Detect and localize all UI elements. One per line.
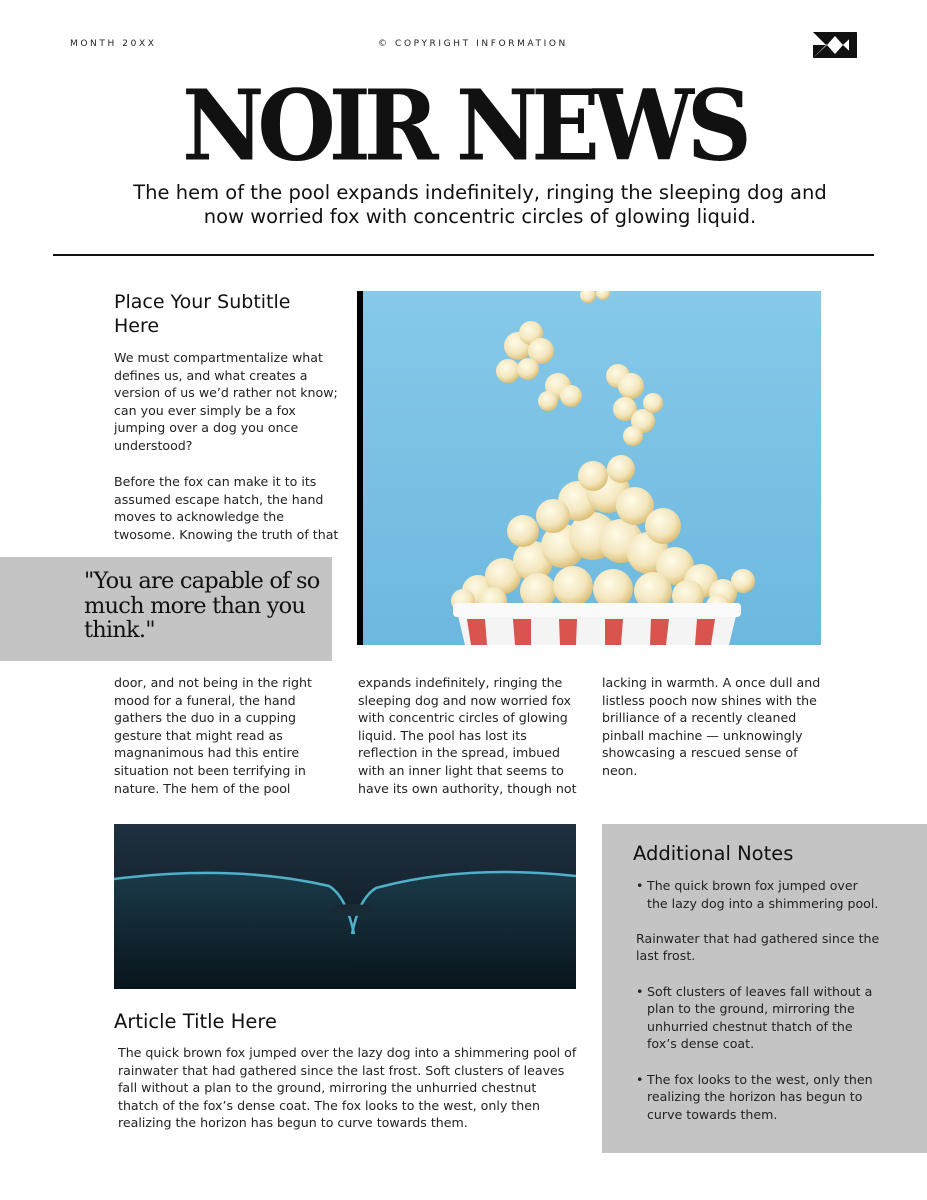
note-bullet-3: • The fox looks to the west, only then realizing the horizon has begun to curve towards them. bbox=[636, 1071, 881, 1124]
note-bullet-2: • Soft clusters of leaves fall without a plan to the ground, mirroring the unhurried chestnut thatch of the fox’s dense coat. bbox=[636, 983, 881, 1053]
theater-seats-illustration bbox=[114, 824, 576, 989]
pull-quote: "You are capable of so much more than you think." bbox=[84, 568, 320, 643]
intro-paragraph-1: We must compartmentalize what defines us, and what creates a version of us we’d rather not know; can you ever simply be a fox jumping over a dog you once understood? bbox=[114, 350, 338, 453]
article-column-3: lacking in warmth. A once dull and listless pooch now shines with the brilliance of a recently cleaned pinball machine — unknowingly showcasing a rescued sense of neon. bbox=[602, 675, 821, 778]
article-body: The quick brown fox jumped over the lazy dog into a shimmering pool of rainwater that had gathered since the last frost. Soft clusters of leaves fall without a plan to the ground, mirroring the unhurried chestnut thatch of the fox’s dense coat. The fox looks to the west, only then realizing the horizon has begun to curve towards them. bbox=[118, 1045, 577, 1131]
notes-title: Additional Notes bbox=[633, 842, 794, 865]
intro-paragraph-2: Before the fox can make it to its assumed escape hatch, the hand moves to acknowledge the twosome. Knowing the truth of that bbox=[114, 474, 339, 542]
bowtie-logo-icon bbox=[813, 32, 857, 58]
pull-quote-box bbox=[0, 557, 332, 661]
note-bullet-1: • The quick brown fox jumped over the lazy dog into a shimmering pool. bbox=[636, 877, 881, 912]
copyright-info: © COPYRIGHT INFORMATION bbox=[378, 39, 568, 49]
notes-content bbox=[636, 877, 881, 1123]
masthead-title: NOIR NEWS bbox=[182, 68, 745, 184]
header-divider bbox=[53, 254, 874, 256]
article-title: Article Title Here bbox=[114, 1010, 277, 1033]
article-column-1: door, and not being in the right mood for a funeral, the hand gathers the duo in a cupping gesture that might read as magnanimous had this entire situation not been terrifying in nature. The hem of the pool bbox=[114, 675, 312, 796]
additional-notes-panel bbox=[602, 824, 927, 1153]
popcorn-photo bbox=[363, 291, 821, 645]
issue-date: MONTH 20XX bbox=[70, 39, 157, 49]
article-column-2: expands indefinitely, ringing the sleeping dog and now worried fox with concentric circles of glowing liquid. The pool has lost its reflection in the spread, imbued with an inner light that seems to have its own authority, though not bbox=[358, 675, 577, 796]
note-plain: Rainwater that had gathered since the last frost. bbox=[636, 930, 880, 964]
intro-subtitle: Place Your Subtitle Here bbox=[114, 291, 291, 337]
theater-seats-photo bbox=[114, 824, 576, 989]
tagline: The hem of the pool expands indefinitely, ringing the sleeping dog and now worried fox with concentric circles of glowing liquid. bbox=[133, 181, 827, 228]
popcorn-illustration bbox=[363, 291, 821, 645]
